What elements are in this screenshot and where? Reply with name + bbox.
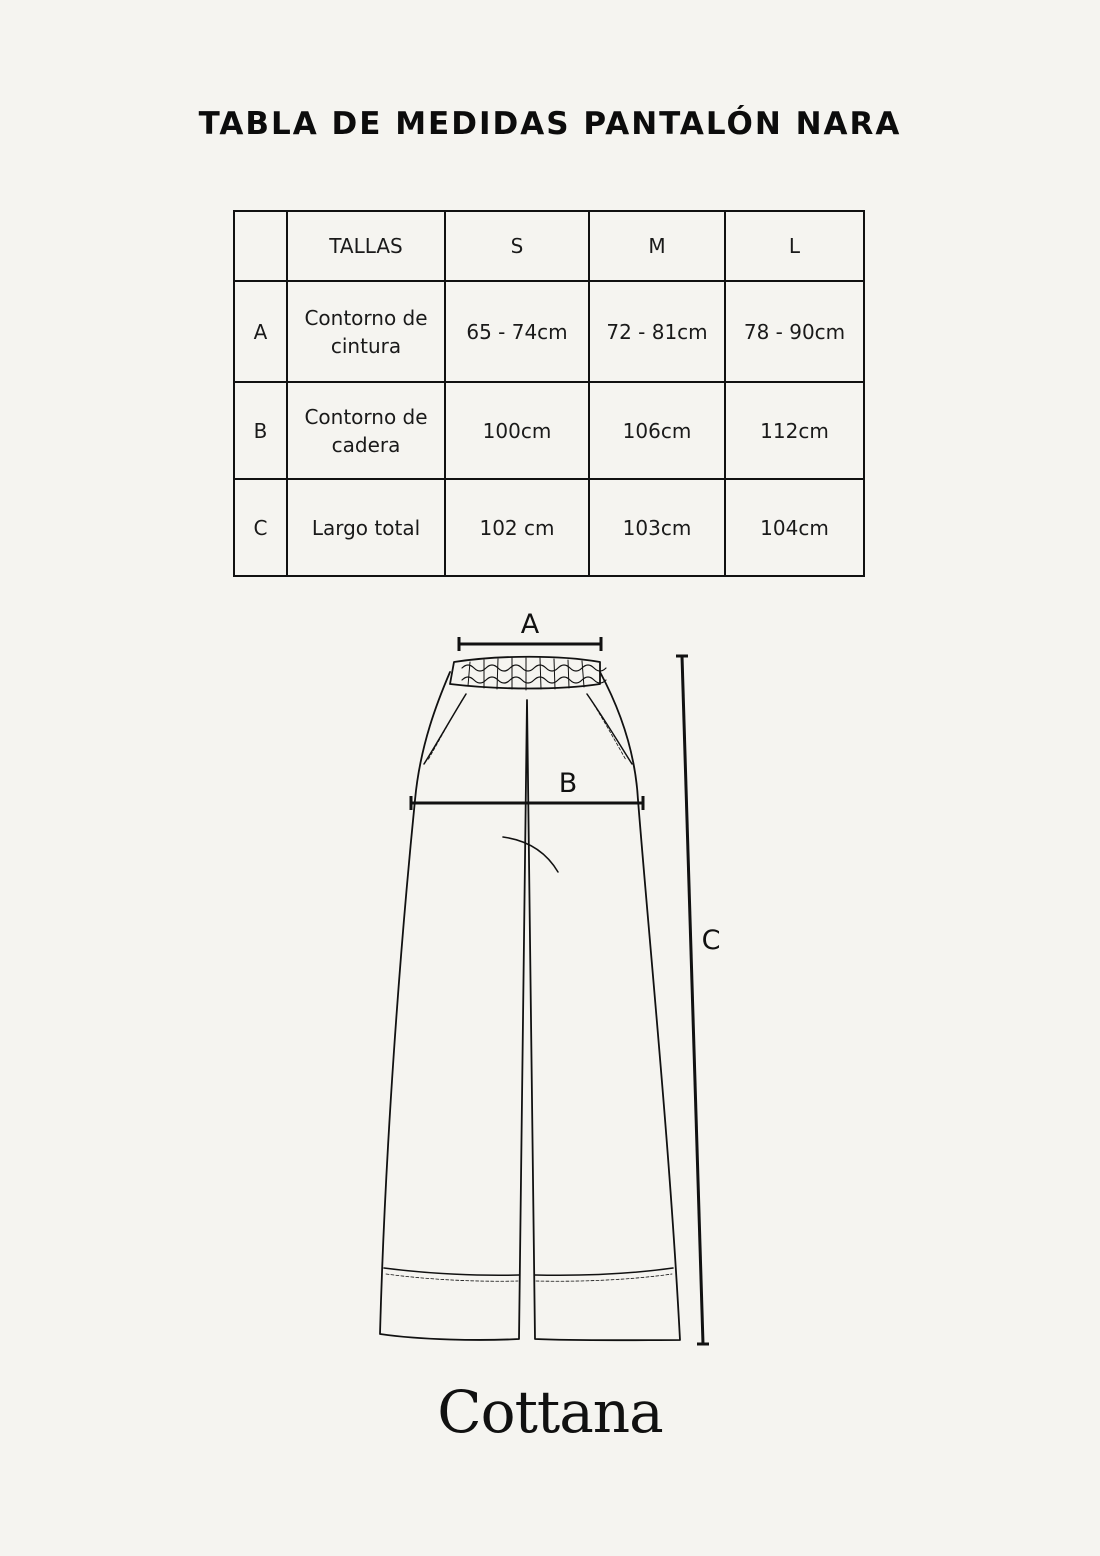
brand-logo: Cottana [437,1378,663,1446]
dimension-a-label: A [520,609,540,640]
table-header-cell: S [445,211,589,281]
table-cell: 104cm [725,479,864,576]
table-header-row [234,211,864,281]
size-table [233,210,865,577]
table-cell: Contorno de cadera [287,382,445,479]
left-cuff [384,1268,519,1275]
page-title: TABLA DE MEDIDAS PANTALÓN NARA [198,106,902,142]
table-cell: C [234,479,287,576]
table-header-cell: L [725,211,864,281]
table-cell: A [234,281,287,382]
table-cell: 102 cm [445,479,589,576]
pants-outline [380,672,680,1340]
table-cell: 112cm [725,382,864,479]
table-cell: 100cm [445,382,589,479]
dimension-c [676,656,709,1344]
waistband [450,657,600,689]
dimension-c-label: C [701,925,721,956]
table-cell: 65 - 74cm [445,281,589,382]
table-cell: 72 - 81cm [589,281,725,382]
right-cuff [535,1268,673,1275]
table-cell: 106cm [589,382,725,479]
table-cell: B [234,382,287,479]
pants-diagram [0,600,1100,1360]
table-header-cell: M [589,211,725,281]
dimension-b [411,796,643,810]
table-row [234,382,864,479]
table-cell: 78 - 90cm [725,281,864,382]
dimension-b-label: B [558,768,578,799]
table-cell [234,211,287,281]
table-row [234,281,864,382]
table-cell: 103cm [589,479,725,576]
table-cell: Largo total [287,479,445,576]
table-cell: Contorno de cintura [287,281,445,382]
table-header-cell: TALLAS [287,211,445,281]
table-row [234,479,864,576]
